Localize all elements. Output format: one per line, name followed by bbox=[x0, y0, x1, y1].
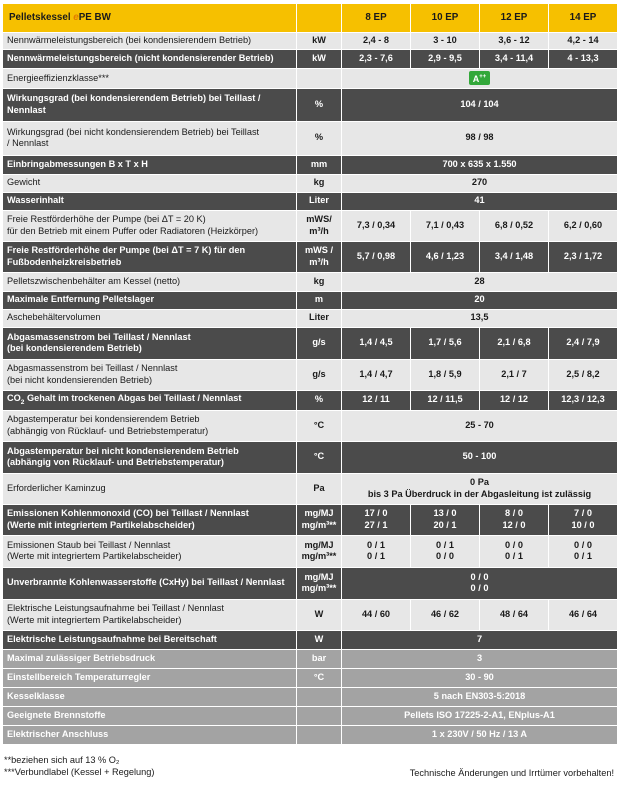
row-unit: kg bbox=[297, 272, 342, 291]
row-value: 7 / 0 10 / 0 bbox=[549, 504, 618, 535]
row-label: Unverbrannte Kohlenwasserstoffe (CxHy) bei Teillast / Nennlast bbox=[3, 567, 297, 599]
row-label: Elektrische Leistungsaufnahme bei Teillast / Nennlast (Werte mit integriertem Partikelabscheider) bbox=[3, 599, 297, 630]
row-value: 2,3 - 7,6 bbox=[342, 50, 411, 69]
row-value: 4,2 - 14 bbox=[549, 33, 618, 50]
row-value: 1,7 / 5,6 bbox=[411, 327, 480, 359]
row-unit: mWS / m³/h bbox=[297, 241, 342, 272]
row-label: Nennwärmeleistungsbereich (nicht kondensierender Betrieb) bbox=[3, 50, 297, 69]
row-unit: mg/MJ mg/m³** bbox=[297, 504, 342, 535]
row-label: Emissionen Kohlenmonoxid (CO) bei Teillast / Nennlast (Werte mit integriertem Partikelabscheider) bbox=[3, 504, 297, 535]
row-label: Elektrischer Anschluss bbox=[3, 725, 297, 744]
row-label: Gewicht bbox=[3, 174, 297, 192]
spec-table-container bbox=[2, 3, 618, 745]
row-label: Elektrische Leistungsaufnahme bei Bereitschaft bbox=[3, 630, 297, 649]
row-value: 3 bbox=[342, 649, 618, 668]
table-row bbox=[3, 50, 618, 69]
table-row bbox=[3, 599, 618, 630]
row-value: 2,4 - 8 bbox=[342, 33, 411, 50]
row-value: 1,4 / 4,5 bbox=[342, 327, 411, 359]
row-label: Einstellbereich Temperaturregler bbox=[3, 668, 297, 687]
row-value: 2,3 / 1,72 bbox=[549, 241, 618, 272]
row-value: 46 / 62 bbox=[411, 599, 480, 630]
footnote-label: ***Verbundlabel (Kessel + Regelung) bbox=[4, 767, 155, 778]
row-label: Einbringabmessungen B x T x H bbox=[3, 155, 297, 174]
row-unit: mWS/ m³/h bbox=[297, 210, 342, 241]
row-value: 0 Pa bis 3 Pa Überdruck in der Abgasleitung ist zulässig bbox=[342, 473, 618, 504]
row-value: 13 / 0 20 / 1 bbox=[411, 504, 480, 535]
footnote-oxygen: **beziehen sich auf 13 % O₂ bbox=[4, 755, 120, 765]
row-value: 41 bbox=[342, 192, 618, 210]
table-row bbox=[3, 69, 618, 89]
row-label: Emissionen Staub bei Teillast / Nennlast (Werte mit integriertem Partikelabscheider) bbox=[3, 535, 297, 567]
spec-table bbox=[2, 3, 618, 745]
table-row bbox=[3, 33, 618, 50]
energy-label-badge: A++ bbox=[469, 71, 491, 85]
row-value: 4 - 13,3 bbox=[549, 50, 618, 69]
row-value: 28 bbox=[342, 272, 618, 291]
row-unit: kg bbox=[297, 174, 342, 192]
row-unit: g/s bbox=[297, 327, 342, 359]
row-unit: °C bbox=[297, 410, 342, 441]
row-label: Abgasmassenstrom bei Teillast / Nennlast (bei kondensierendem Betrieb) bbox=[3, 327, 297, 359]
table-row bbox=[3, 241, 618, 272]
row-value: 2,4 / 7,9 bbox=[549, 327, 618, 359]
row-label: Geeignete Brennstoffe bbox=[3, 706, 297, 725]
row-value: 50 - 100 bbox=[342, 441, 618, 473]
row-value: 7,1 / 0,43 bbox=[411, 210, 480, 241]
row-value: 98 / 98 bbox=[342, 121, 618, 155]
table-row bbox=[3, 410, 618, 441]
model-header: 8 EP bbox=[342, 4, 411, 33]
row-unit: W bbox=[297, 599, 342, 630]
table-row bbox=[3, 687, 618, 706]
table-row bbox=[3, 192, 618, 210]
row-unit: °C bbox=[297, 668, 342, 687]
model-header: 14 EP bbox=[549, 4, 618, 33]
model-header: 12 EP bbox=[480, 4, 549, 33]
row-value: Pellets ISO 17225-2-A1, ENplus-A1 bbox=[342, 706, 618, 725]
table-row bbox=[3, 567, 618, 599]
row-value: 12,3 / 12,3 bbox=[549, 390, 618, 410]
row-label: Abgastemperatur bei nicht kondensierendem Betrieb (abhängig von Rücklauf- und Betriebstemperatur) bbox=[3, 441, 297, 473]
table-row bbox=[3, 210, 618, 241]
row-value: 1 x 230V / 50 Hz / 13 A bbox=[342, 725, 618, 744]
row-label: Maximale Entfernung Pelletslager bbox=[3, 291, 297, 309]
row-label: Maximal zulässiger Betriebsdruck bbox=[3, 649, 297, 668]
table-row bbox=[3, 725, 618, 744]
row-value: 12 / 11 bbox=[342, 390, 411, 410]
row-label: Aschebehältervolumen bbox=[3, 309, 297, 327]
row-value: 1,4 / 4,7 bbox=[342, 359, 411, 390]
table-row bbox=[3, 649, 618, 668]
table-row bbox=[3, 121, 618, 155]
row-label: Kesselklasse bbox=[3, 687, 297, 706]
row-value: 2,9 - 9,5 bbox=[411, 50, 480, 69]
row-label: Erforderlicher Kaminzug bbox=[3, 473, 297, 504]
row-unit: mg/MJ mg/m³** bbox=[297, 535, 342, 567]
row-value: 3,4 / 1,48 bbox=[480, 241, 549, 272]
row-value: 6,2 / 0,60 bbox=[549, 210, 618, 241]
table-row bbox=[3, 668, 618, 687]
row-value: 8 / 0 12 / 0 bbox=[480, 504, 549, 535]
table-row bbox=[3, 309, 618, 327]
row-unit bbox=[297, 725, 342, 744]
row-value: 104 / 104 bbox=[342, 88, 618, 121]
row-unit bbox=[297, 69, 342, 89]
row-label: Nennwärmeleistungsbereich (bei kondensierendem Betrieb) bbox=[3, 33, 297, 50]
row-value: 44 / 60 bbox=[342, 599, 411, 630]
row-value: 2,5 / 8,2 bbox=[549, 359, 618, 390]
row-value: 12 / 11,5 bbox=[411, 390, 480, 410]
row-label: Wasserinhalt bbox=[3, 192, 297, 210]
table-row bbox=[3, 390, 618, 410]
table-row bbox=[3, 88, 618, 121]
row-unit: mm bbox=[297, 155, 342, 174]
row-label: Freie Restförderhöhe der Pumpe (bei ΔT = 20 K) für den Betrieb mit einem Puffer oder Radiatoren (Heizkörper) bbox=[3, 210, 297, 241]
row-value: 5,7 / 0,98 bbox=[342, 241, 411, 272]
row-value: 12 / 12 bbox=[480, 390, 549, 410]
row-value: 46 / 64 bbox=[549, 599, 618, 630]
disclaimer: Technische Änderungen und Irrtümer vorbehalten! bbox=[409, 768, 614, 778]
row-unit: Liter bbox=[297, 192, 342, 210]
table-row bbox=[3, 359, 618, 390]
row-unit: Pa bbox=[297, 473, 342, 504]
row-value: 25 - 70 bbox=[342, 410, 618, 441]
row-unit: m bbox=[297, 291, 342, 309]
row-value: 2,1 / 7 bbox=[480, 359, 549, 390]
row-value: 13,5 bbox=[342, 309, 618, 327]
row-value: 0 / 0 0 / 1 bbox=[480, 535, 549, 567]
row-value: 0 / 0 0 / 1 bbox=[549, 535, 618, 567]
row-value: 0 / 1 0 / 1 bbox=[342, 535, 411, 567]
table-row bbox=[3, 706, 618, 725]
table-row bbox=[3, 327, 618, 359]
row-unit: % bbox=[297, 88, 342, 121]
table-row bbox=[3, 441, 618, 473]
row-unit bbox=[297, 706, 342, 725]
row-value: 4,6 / 1,23 bbox=[411, 241, 480, 272]
table-row bbox=[3, 291, 618, 309]
row-unit bbox=[297, 687, 342, 706]
row-unit: % bbox=[297, 390, 342, 410]
model-header: 10 EP bbox=[411, 4, 480, 33]
table-row bbox=[3, 155, 618, 174]
row-label: Wirkungsgrad (bei nicht kondensierendem Betrieb) bei Teillast / Nennlast bbox=[3, 121, 297, 155]
row-value: 5 nach EN303-5:2018 bbox=[342, 687, 618, 706]
row-unit: bar bbox=[297, 649, 342, 668]
row-value: 2,1 / 6,8 bbox=[480, 327, 549, 359]
table-header-row bbox=[3, 4, 618, 33]
row-unit: mg/MJ mg/m³** bbox=[297, 567, 342, 599]
row-value: 3 - 10 bbox=[411, 33, 480, 50]
row-label: Abgasmassenstrom bei Teillast / Nennlast (bei nicht kondensierenden Betrieb) bbox=[3, 359, 297, 390]
row-label: Wirkungsgrad (bei kondensierendem Betrieb) bei Teillast / Nennlast bbox=[3, 88, 297, 121]
row-label: Freie Restförderhöhe der Pumpe (bei ΔT = 7 K) für den Fußbodenheizkreisbetrieb bbox=[3, 241, 297, 272]
row-value: 1,8 / 5,9 bbox=[411, 359, 480, 390]
table-row bbox=[3, 504, 618, 535]
row-value: 270 bbox=[342, 174, 618, 192]
row-value: 700 x 635 x 1.550 bbox=[342, 155, 618, 174]
table-row bbox=[3, 630, 618, 649]
row-unit: % bbox=[297, 121, 342, 155]
product-title: Pelletskessel ePE BW bbox=[3, 4, 297, 33]
row-value: 3,4 - 11,4 bbox=[480, 50, 549, 69]
table-row bbox=[3, 272, 618, 291]
row-label: Energieeffizienzklasse*** bbox=[3, 69, 297, 89]
row-value: 3,6 - 12 bbox=[480, 33, 549, 50]
row-value: 7,3 / 0,34 bbox=[342, 210, 411, 241]
unit-header bbox=[297, 4, 342, 33]
row-unit: g/s bbox=[297, 359, 342, 390]
row-value: 48 / 64 bbox=[480, 599, 549, 630]
footnotes bbox=[4, 754, 616, 779]
row-label: Abgastemperatur bei kondensierendem Betrieb (abhängig von Rücklauf- und Betriebstemperatur) bbox=[3, 410, 297, 441]
row-unit: Liter bbox=[297, 309, 342, 327]
table-row bbox=[3, 535, 618, 567]
row-unit: kW bbox=[297, 33, 342, 50]
row-value: 0 / 1 0 / 0 bbox=[411, 535, 480, 567]
energy-class-cell bbox=[342, 69, 618, 89]
row-value: 30 - 90 bbox=[342, 668, 618, 687]
row-unit: kW bbox=[297, 50, 342, 69]
row-value: 0 / 0 0 / 0 bbox=[342, 567, 618, 599]
row-label: $CO_2$ Gehalt im trockenen Abgas bei Teillast / Nennlast bbox=[3, 390, 297, 410]
row-value: 20 bbox=[342, 291, 618, 309]
table-row bbox=[3, 174, 618, 192]
row-unit: W bbox=[297, 630, 342, 649]
row-unit: °C bbox=[297, 441, 342, 473]
row-value: 6,8 / 0,52 bbox=[480, 210, 549, 241]
row-value: 7 bbox=[342, 630, 618, 649]
table-row bbox=[3, 473, 618, 504]
row-label: Pelletszwischenbehälter am Kessel (netto) bbox=[3, 272, 297, 291]
row-value: 17 / 0 27 / 1 bbox=[342, 504, 411, 535]
